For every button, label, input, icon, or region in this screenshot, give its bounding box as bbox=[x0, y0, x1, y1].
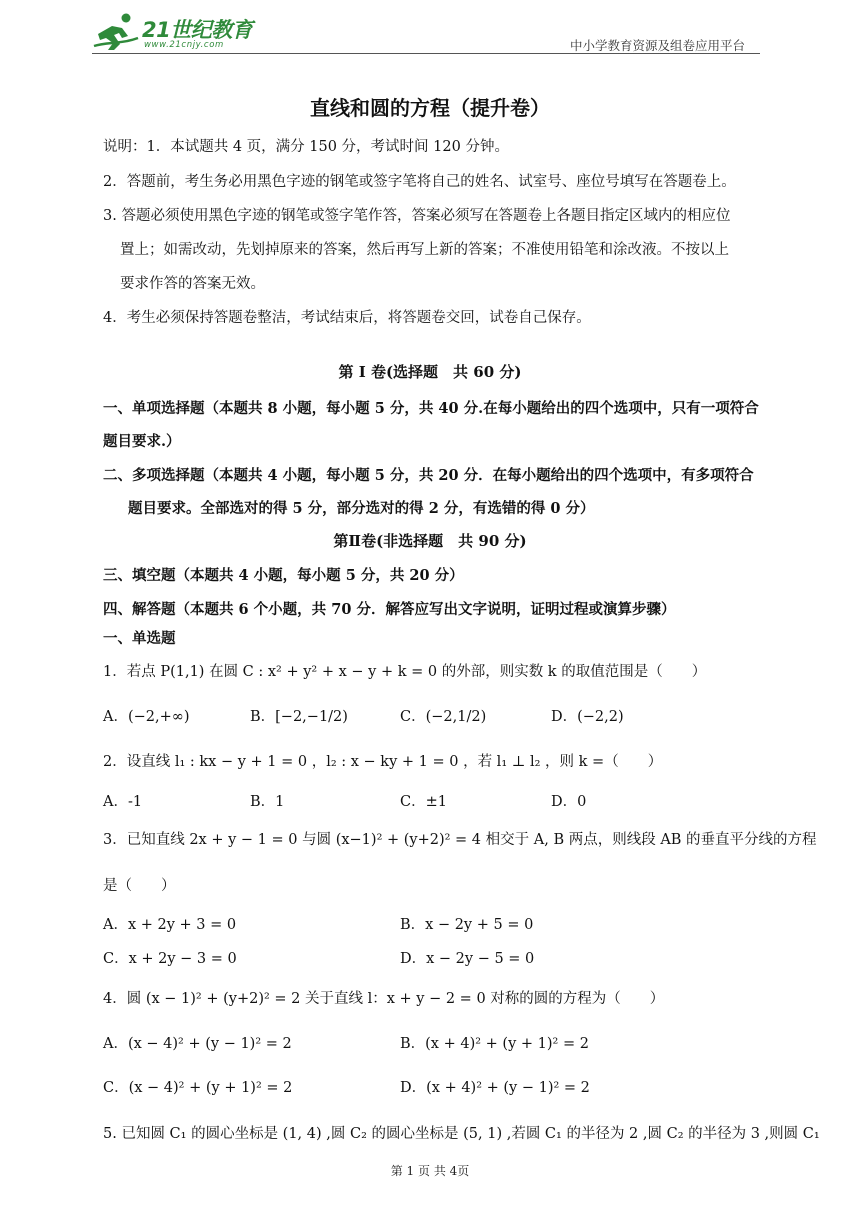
q3-stem-cont: 是（ ） bbox=[103, 878, 176, 894]
q1-option-a: A．(−2,+∞) bbox=[103, 709, 190, 725]
logo-text: 21世纪教育 bbox=[142, 18, 253, 42]
instruction-4: 4．考生必须保持答题卷整洁，考试结束后，将答题卷交回，试卷自己保存。 bbox=[103, 310, 591, 326]
q1-option-b: B．[−2,−1/2) bbox=[250, 709, 348, 725]
q1-stem: 1．若点 P(1,1) 在圆 C : x² + y² + x − y + k = 0 的外部，则实数 k 的取值范围是（ ） bbox=[103, 664, 707, 680]
instruction-3: 3. 答题必须使用黑色字迹的钢笔或签字笔作答，答案必须写在答题卷上各题目指定区域内的相应位 bbox=[103, 208, 731, 224]
q1-option-c: C．(−2,1/2) bbox=[400, 709, 487, 725]
logo-url: www.21cnjy.com bbox=[144, 40, 224, 50]
q4-option-b: B．(x + 4)² + (y + 1)² = 2 bbox=[400, 1036, 589, 1052]
q2-stem: 2．设直线 l₁ : kx − y + 1 = 0 ，l₂ : x − ky + 1 = 0 ，若 l₁ ⊥ l₂ ，则 k =（ ） bbox=[103, 754, 663, 770]
instruction-2: 2．答题前，考生务必用黑色字迹的钢笔或签字笔将自己的姓名、试室号、座位号填写在答题卷上。 bbox=[103, 174, 736, 190]
section1-line2: 题目要求.） bbox=[103, 433, 181, 450]
q3-option-a: A．x + 2y + 3 = 0 bbox=[103, 917, 237, 933]
section4: 四、解答题（本题共 6 个小题，共 70 分．解答应写出文字说明，证明过程或演算步骤） bbox=[103, 601, 676, 618]
section1-line1: 一、单项选择题（本题共 8 小题，每小题 5 分，共 40 分.在每小题给出的四个选项中，只有一项符合 bbox=[103, 400, 759, 417]
instruction-3-cont: 置上；如需改动，先划掉原来的答案，然后再写上新的答案；不准使用铅笔和涂改液。不按以上 bbox=[120, 242, 729, 258]
part2-title: 第Ⅱ卷(非选择题 共 90 分) bbox=[333, 532, 527, 550]
single-choice-heading: 一、单选题 bbox=[103, 630, 176, 647]
q4-option-d: D．(x + 4)² + (y − 1)² = 2 bbox=[400, 1080, 590, 1096]
runner-logo-icon bbox=[92, 12, 140, 52]
section3: 三、填空题（本题共 4 小题，每小题 5 分，共 20 分） bbox=[103, 567, 464, 584]
q2-option-c: C．±1 bbox=[400, 794, 447, 810]
q2-option-d: D．0 bbox=[551, 794, 587, 810]
q4-stem: 4．圆 (x − 1)² + (y+2)² = 2 关于直线 l：x + y − 2 = 0 对称的圆的方程为（ ） bbox=[103, 991, 665, 1007]
header-platform-text: 中小学教育资源及组卷应用平台 bbox=[570, 38, 746, 53]
q3-option-c: C．x + 2y − 3 = 0 bbox=[103, 951, 237, 967]
q2-option-b: B．1 bbox=[250, 794, 285, 810]
q3-option-d: D．x − 2y − 5 = 0 bbox=[400, 951, 535, 967]
page-footer: 第 1 页 共 4页 bbox=[390, 1164, 470, 1178]
q5-stem: 5. 已知圆 C₁ 的圆心坐标是 (1, 4) ,圆 C₂ 的圆心坐标是 (5, 1) ,若圆 C₁ 的半径为 2 ,圆 C₂ 的半径为 3 ,则圆 C₁ bbox=[103, 1126, 820, 1142]
instruction-3-end: 要求作答的答案无效。 bbox=[120, 276, 265, 292]
q3-stem: 3．已知直线 2x + y − 1 = 0 与圆 (x−1)² + (y+2)² = 4 相交于 A, B 两点，则线段 AB 的垂直平分线的方程 bbox=[103, 832, 817, 848]
instruction-1: 说明：1．本试题共 4 页，满分 150 分，考试时间 120 分钟。 bbox=[103, 139, 509, 155]
q4-option-a: A．(x − 4)² + (y − 1)² = 2 bbox=[103, 1036, 292, 1052]
q3-option-b: B．x − 2y + 5 = 0 bbox=[400, 917, 534, 933]
part1-title: 第 I 卷(选择题 共 60 分) bbox=[338, 363, 522, 381]
section2-line2: 题目要求。全部选对的得 5 分，部分选对的得 2 分，有选错的得 0 分） bbox=[128, 500, 595, 517]
q4-option-c: C．(x − 4)² + (y + 1)² = 2 bbox=[103, 1080, 293, 1096]
section2-line1: 二、多项选择题（本题共 4 小题，每小题 5 分，共 20 分．在每小题给出的四个选项中，有多项符合 bbox=[103, 467, 754, 484]
q1-option-d: D．(−2,2) bbox=[551, 709, 624, 725]
page-title: 直线和圆的方程（提升卷） bbox=[310, 96, 550, 120]
q2-option-a: A．-1 bbox=[103, 794, 143, 810]
header-divider bbox=[92, 53, 760, 54]
site-logo bbox=[92, 10, 262, 54]
